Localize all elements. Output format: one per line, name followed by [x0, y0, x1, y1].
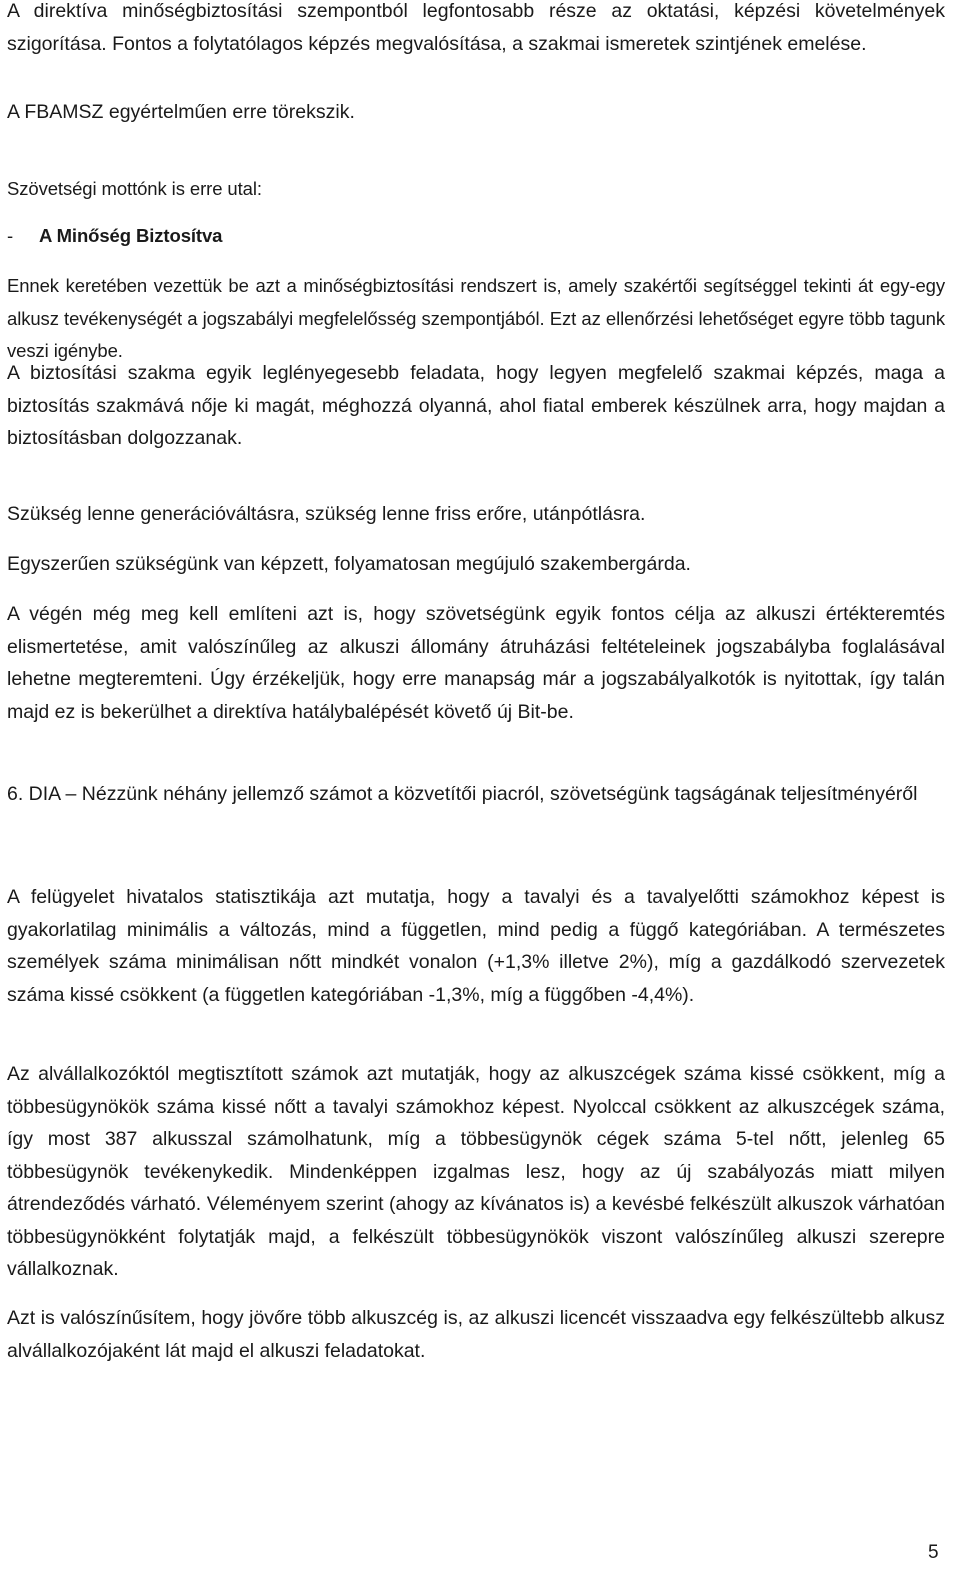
paragraph-motto-intro: Szövetségi mottónk is erre utal: [7, 178, 262, 199]
paragraph-value-creation: A végén még meg kell említeni azt is, hogy szövetségünk egyik fontos célja az alkuszi értékteremtés elismertetése, amit valószínűleg az alkuszi állomány átruházási feltételeinek jogszabályba foglalásával lehetne megteremteni. Úgy érzékeljük, hogy erre manapság már a jogszabályalkotók is nyitottak, így talán majd ez is bekerülhet a direktíva hatálybalépését követő új Bit-be. [7, 603, 945, 723]
paragraph-quality-system [7, 270, 945, 368]
paragraph-training: A biztosítási szakma egyik leglényegesebb feladata, hogy legyen megfelelő szakmai képzés, maga a biztosítás szakmává nője ki magát, méghozzá olyanná, ahol fiatal emberek készülnek arra, hogy majdan a biztosításban dolgozzanak. [7, 362, 945, 449]
quality-system-text: Ennek keretében vezettük be azt a minőségbiztosítási rendszert is, amely szakértői segítséggel tekinti át egy-egy alkusz tevékenységét a jogszabályi megfelelősség szempontjából. [7, 275, 945, 329]
paragraph-specialists: Egyszerűen szükségünk van képzett, folyamatosan megújuló szakembergárda. [7, 553, 691, 575]
quality-system-followup: Ezt az ellenőrzési lehetőséget egyre több tagunk veszi igénybe. [7, 307, 945, 361]
document-page [7, 0, 945, 1589]
paragraph-directive: A direktíva minőségbiztosítási szempontból legfontosabb része az oktatási, képzési követelmények szigorítása. Fontos a folytatólagos képzés megvalósítása, a szakmai ismeretek szintjének emelése. [7, 0, 945, 55]
paragraph-broker-numbers: Az alvállalkozóktól megtisztított számok azt mutatják, hogy az alkuszcégek száma kissé csökkent, míg a többesügynökök száma kissé nőtt a tavalyi számokhoz képest. Nyolccal csökkent az alkuszcégek száma, így most 387 alkusszal számolhatunk, míg a többesügynök cégek száma 5-tel nőtt, jelenleg 65 többesügynök tevékenykedik. Mindenképpen izgalmas lesz, hogy az új szabályozás miatt milyen átrendeződés várható. Véleményem szerint (ahogy az kívánatos is) a kevésbé felkészült alkuszok várhatóan többesügynökként folytatják majd, a felkészült többesügynökök viszont valószínűleg alkuszi szerepre vállalkoznak. [7, 1063, 945, 1280]
paragraph-forecast: Azt is valószínűsítem, hogy jövőre több alkuszcég is, az alkuszi licencét visszaadva egy felkészültebb alkusz alvállalkozójaként lát majd el alkuszi feladatokat. [7, 1307, 945, 1362]
page-number: 5 [928, 1542, 939, 1563]
motto-text: A Minőség Biztosítva [39, 225, 223, 246]
motto-line [7, 220, 945, 253]
paragraph-slide-6-heading: 6. DIA – Nézzünk néhány jellemző számot a közvetítői piacról, szövetségünk tagságának teljesítményéről [7, 783, 918, 805]
paragraph-fbamsz: A FBAMSZ egyértelműen erre törekszik. [7, 101, 355, 123]
paragraph-statistics: A felügyelet hivatalos statisztikája azt mutatja, hogy a tavalyi és a tavalyelőtti számokhoz képest is gyakorlatilag minimális a változás, mind a független, mind pedig a függő kategóriában. A természetes személyek száma minimálisan nőtt mindkét vonalon (+1,3% illetve 2%), míg a gazdálkodó szervezetek száma kissé csökkent (a független kategóriában -1,3%, míg a függőben -4,4%). [7, 886, 945, 1006]
paragraph-generation: Szükség lenne generációváltásra, szükség lenne friss erőre, utánpótlásra. [7, 503, 646, 525]
motto-dash: - [7, 225, 14, 246]
